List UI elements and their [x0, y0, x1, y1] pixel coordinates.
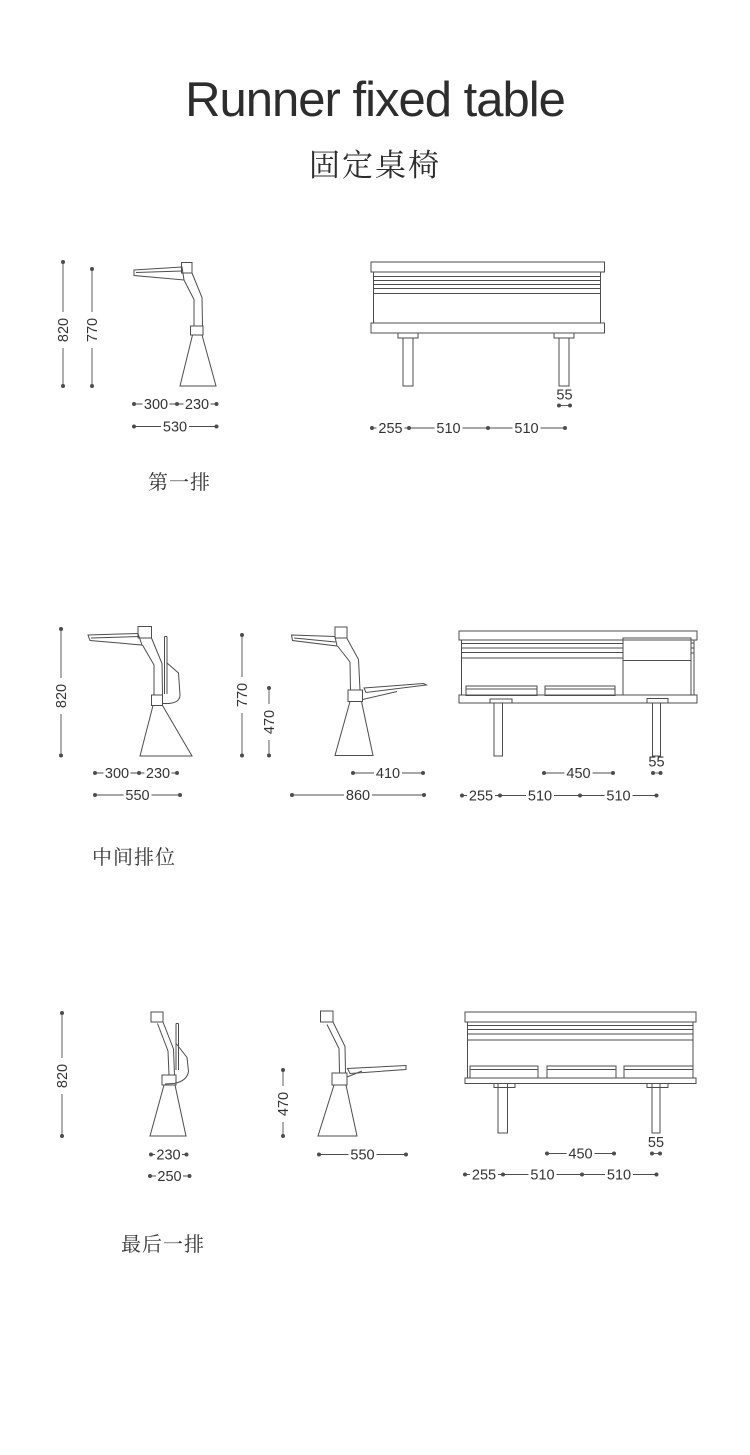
row-last-front-view-drawing	[445, 1000, 710, 1190]
row-last-label: 最后一排	[121, 1234, 205, 1256]
row-middle-front-view-drawing	[445, 618, 710, 808]
dim-tabletop-height: 770	[235, 682, 251, 708]
dimension-seat-width-450	[545, 1147, 616, 1163]
dimension-seat-depth-410	[351, 766, 425, 782]
table-front-view	[371, 262, 605, 386]
row1-front-view-drawing	[345, 250, 675, 440]
dimension-leg-spacing	[463, 1168, 659, 1184]
chair-back-side-view	[150, 1012, 189, 1136]
dim-tabletop-depth: 300	[143, 397, 169, 413]
dim-total-depth: 550	[350, 1147, 375, 1164]
dim-seat-height: 470	[262, 709, 278, 735]
dimension-leg-width-55	[556, 388, 572, 408]
dimension-depths-300-230	[93, 766, 179, 782]
table-front-view	[465, 1012, 696, 1133]
dim-total-depth: 860	[345, 788, 371, 804]
row1-label: 第一排	[148, 472, 211, 494]
dimension-seat-height-470	[262, 686, 279, 758]
dim-seat-depth: 410	[375, 766, 401, 782]
dimension-seat-height-470	[276, 1068, 293, 1138]
dim-leg-width: 55	[556, 387, 573, 404]
dimension-leg-spacing	[460, 789, 659, 805]
chair-side-view	[134, 263, 216, 387]
dim-span1: 510	[436, 421, 461, 437]
dimension-total-depth-530	[132, 420, 219, 436]
dimension-total-depth-860	[290, 788, 426, 804]
table-front-view	[459, 631, 697, 756]
page-subtitle: 固定桌椅	[309, 148, 441, 183]
chair-side-view-seat-open	[318, 1011, 406, 1136]
dimension-total-height-820	[54, 627, 71, 758]
dim-span2: 510	[606, 1167, 632, 1184]
dim-back-depth: 230	[156, 1147, 181, 1164]
dim-total-height: 820	[54, 683, 70, 709]
dim-total-depth: 550	[125, 788, 150, 804]
dim-left-offset: 255	[471, 1167, 497, 1184]
dim-left-offset: 255	[468, 788, 494, 805]
dim-leg-width: 55	[647, 1135, 665, 1151]
row-middle-label: 中间排位	[92, 847, 176, 869]
page-title: Runner fixed table	[185, 73, 565, 127]
dimension-total-height-820	[55, 1011, 72, 1138]
dim-seat-width: 450	[566, 766, 591, 782]
dimension-total-depth-250	[148, 1169, 192, 1185]
dim-total-height: 820	[56, 317, 72, 343]
dim-left-offset: 255	[378, 421, 403, 437]
row1-side-view-drawing	[50, 250, 250, 440]
chair-side-view-seat-open	[292, 627, 427, 756]
dimension-leg-spacing	[370, 421, 567, 437]
row-last-side-open-drawing	[255, 1000, 455, 1190]
dimension-depths-300-230	[132, 397, 219, 413]
dimension-seat-width-450	[542, 766, 615, 782]
dim-span2: 510	[514, 421, 539, 437]
dimension-total-depth-550	[93, 788, 182, 804]
dim-leg-width: 55	[648, 754, 665, 771]
dimension-tabletop-height-770	[85, 267, 102, 388]
dimension-leg-width-55	[648, 1135, 664, 1156]
dim-tabletop-height: 770	[85, 317, 101, 343]
dim-span1: 510	[527, 788, 553, 805]
dimension-total-depth-550	[317, 1148, 408, 1164]
row-last-side-closed-drawing	[45, 1000, 245, 1190]
row-middle-side-closed-drawing	[45, 618, 245, 808]
dim-total-depth: 530	[162, 419, 188, 436]
dim-span2: 510	[606, 788, 631, 805]
dim-seat-width: 450	[568, 1146, 593, 1163]
dimension-total-height-820	[56, 260, 73, 388]
dim-seat-height: 470	[276, 1091, 292, 1117]
row-middle-side-open-drawing	[225, 618, 440, 808]
dim-back-offset: 230	[145, 766, 171, 782]
dimension-back-depth-230	[149, 1148, 189, 1164]
dimension-leg-width-55	[648, 755, 664, 776]
dimension-tabletop-height-770	[235, 633, 252, 758]
dim-total-height: 820	[55, 1063, 71, 1089]
dim-total-depth: 250	[157, 1169, 182, 1185]
dim-back-offset: 230	[184, 397, 210, 413]
dim-span1: 510	[530, 1167, 555, 1184]
chair-side-view-seat-folded	[88, 627, 192, 757]
dim-tabletop-depth: 300	[104, 766, 130, 782]
